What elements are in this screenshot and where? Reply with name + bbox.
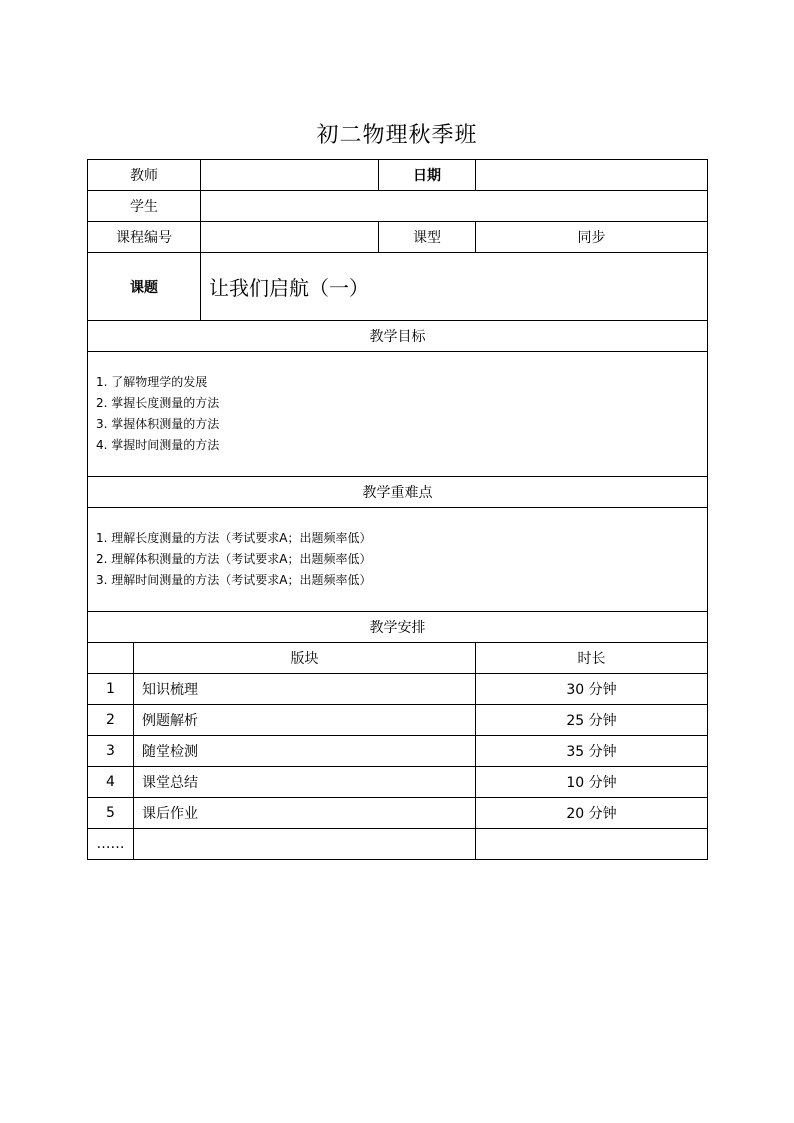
- course-type-label: 课型: [379, 222, 476, 253]
- row-duration: 10 分钟: [476, 767, 708, 798]
- row-duration: 30 分钟: [476, 674, 708, 705]
- key-points-list: [88, 508, 708, 612]
- student-field[interactable]: [201, 191, 708, 222]
- row-number: 2: [88, 705, 134, 736]
- course-type-value: 同步: [476, 222, 708, 253]
- objective-item: 2. 掌握长度测量的方法: [96, 396, 220, 410]
- course-row: [88, 222, 708, 253]
- row-number: 3: [88, 736, 134, 767]
- objective-item: 4. 掌握时间测量的方法: [96, 438, 220, 452]
- row-duration: [476, 829, 708, 860]
- page-title: 初二物理秋季班: [316, 123, 478, 148]
- objective-item: 3. 掌握体积测量的方法: [96, 417, 220, 431]
- student-row: [88, 191, 708, 222]
- row-duration: 25 分钟: [476, 705, 708, 736]
- teacher-row: [88, 160, 708, 191]
- topic-row: [88, 253, 708, 321]
- objectives-row: [88, 352, 708, 477]
- table-row: [88, 736, 708, 767]
- course-no-label: 课程编号: [88, 222, 201, 253]
- course-no-field[interactable]: [201, 222, 379, 253]
- key-points-row: [88, 508, 708, 612]
- topic-value: 让我们启航（一）: [201, 253, 708, 321]
- row-section: 知识梳理: [134, 674, 476, 705]
- teacher-field[interactable]: [201, 160, 379, 191]
- schedule-header-row: [88, 643, 708, 674]
- teacher-label: 教师: [88, 160, 201, 191]
- schedule-duration-header: 时长: [476, 643, 708, 674]
- topic-label: 课题: [88, 253, 201, 321]
- schedule-heading-row: [88, 612, 708, 643]
- row-section: 例题解析: [134, 705, 476, 736]
- row-section: 随堂检测: [134, 736, 476, 767]
- date-label: 日期: [379, 160, 476, 191]
- objectives-list: [88, 352, 708, 477]
- row-number: 5: [88, 798, 134, 829]
- row-number: ……: [88, 829, 134, 860]
- row-number: 1: [88, 674, 134, 705]
- student-label: 学生: [88, 191, 201, 222]
- date-field[interactable]: [476, 160, 708, 191]
- row-section: 课堂总结: [134, 767, 476, 798]
- key-points-heading: 教学重难点: [88, 477, 708, 508]
- row-duration: 35 分钟: [476, 736, 708, 767]
- table-row: [88, 767, 708, 798]
- row-number: 4: [88, 767, 134, 798]
- table-row: [88, 798, 708, 829]
- key-point-item: 1. 理解长度测量的方法（考试要求A；出题频率低）: [96, 531, 372, 545]
- table-row: [88, 674, 708, 705]
- row-section: 课后作业: [134, 798, 476, 829]
- table-row: [88, 705, 708, 736]
- lesson-plan-table: [87, 159, 708, 860]
- row-section: [134, 829, 476, 860]
- objective-item: 1. 了解物理学的发展: [96, 375, 208, 389]
- key-points-heading-row: [88, 477, 708, 508]
- table-row: [88, 829, 708, 860]
- schedule-no-header: [88, 643, 134, 674]
- schedule-heading: 教学安排: [88, 612, 708, 643]
- objectives-heading-row: [88, 321, 708, 352]
- key-point-item: 3. 理解时间测量的方法（考试要求A；出题频率低）: [96, 573, 372, 587]
- schedule-section-header: 版块: [134, 643, 476, 674]
- row-duration: 20 分钟: [476, 798, 708, 829]
- objectives-heading: 教学目标: [88, 321, 708, 352]
- key-point-item: 2. 理解体积测量的方法（考试要求A；出题频率低）: [96, 552, 372, 566]
